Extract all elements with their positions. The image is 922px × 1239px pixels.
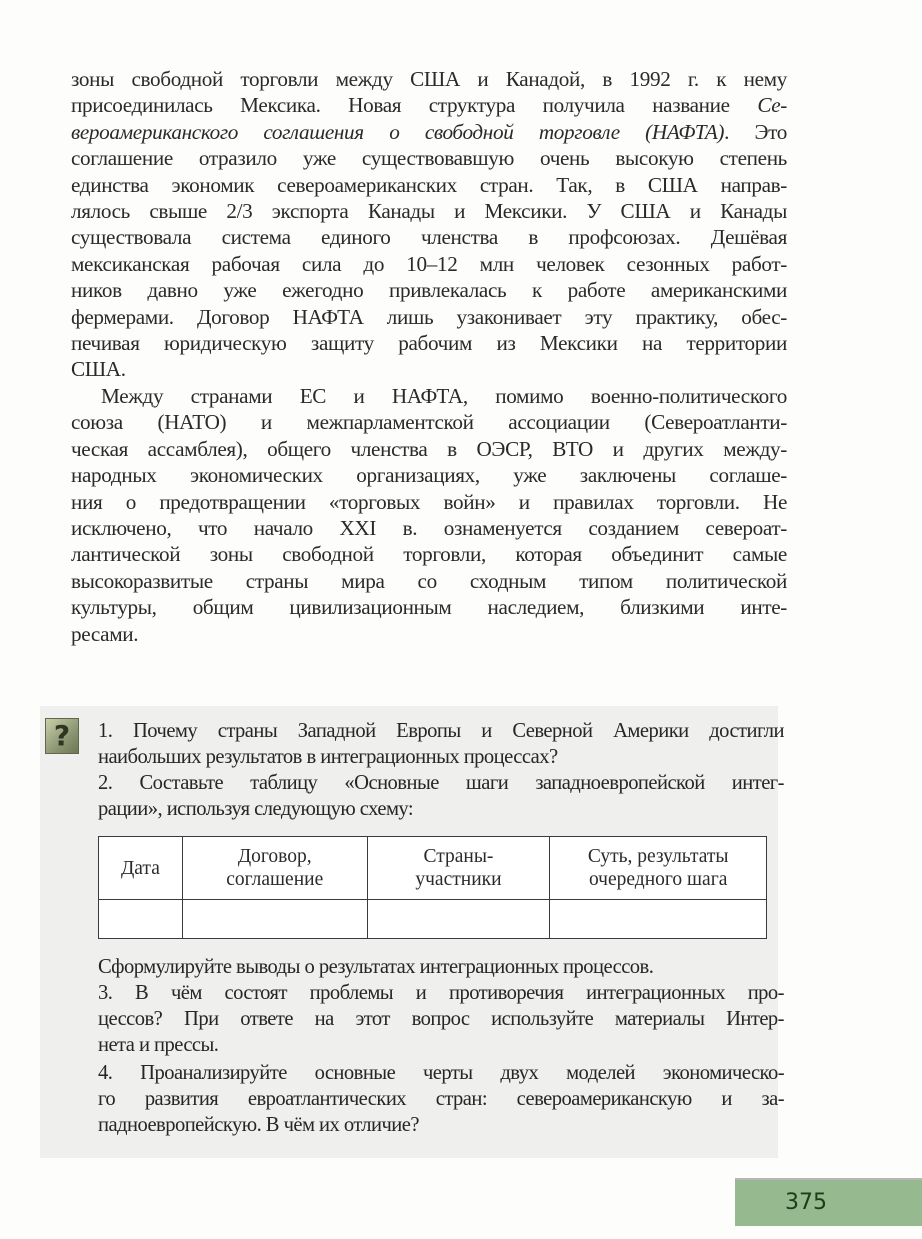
page-number-tab: [735, 1178, 922, 1226]
question-4: [98, 1060, 784, 1138]
text-line: единства экономик североамериканских стран. Так, в США направ-: [71, 172, 787, 197]
column-header-results: Суть, результаты очередного шага: [550, 837, 767, 900]
paragraph-nafta: [71, 66, 787, 383]
text-line: зоны свободной торговли между США и Канадой, в 1992 г. к нему: [71, 67, 787, 91]
text-line: ческая ассамблея), общего членства в ОЭСР, ВТО и других между-: [71, 436, 787, 461]
text-line: цессов? При ответе на этот вопрос используйте материалы Интер-: [98, 1008, 784, 1030]
main-text: [71, 66, 787, 647]
table-cell: [367, 900, 550, 939]
text-fragment: присоединилась Мексика. Новая структура получила название: [71, 93, 758, 118]
text-line: существовала система единого членства в профсоюзах. Дешёвая: [71, 225, 787, 250]
text-line: ников давно уже ежегодно привлекалась к работе американскими: [71, 278, 787, 303]
text-line: го развития евроатлантических стран: североамериканскую и за-: [98, 1088, 784, 1110]
question-1: [98, 718, 784, 770]
text-line: мексиканская рабочая сила до 10–12 млн человек сезонных работ-: [71, 251, 787, 276]
text-line: 1. Почему страны Западной Европы и Северной Америки достигли: [98, 720, 784, 742]
text-line: союза (НАТО) и межпарламентской ассоциации (Североатланти-: [71, 410, 787, 435]
term-italic: Се-: [757, 93, 787, 118]
table-cell: [182, 900, 367, 939]
text-line: печивая юридическую защиту рабочим из Мексики на территории: [71, 331, 787, 356]
text-line: [71, 119, 787, 145]
text-line: лялось свыше 2/3 экспорта Канады и Мексики. У США и Канады: [71, 199, 787, 224]
text-line: соглашение отразило уже существовавшую очень высокую степень: [71, 146, 787, 171]
text-line: падноевропейскую. В чём их отличие?: [98, 1114, 419, 1136]
text-line: ресами.: [71, 621, 139, 646]
text-line: высокоразвитые страны мира со сходным типом политической: [71, 568, 787, 593]
column-header-countries: Страны- участники: [367, 837, 550, 900]
text-line: наибольших результатов в интеграционных процессах?: [98, 746, 558, 768]
text-line: исключено, что начало XXI в. ознаменуется созданием североат-: [71, 515, 787, 540]
text-line: нета и прессы.: [98, 1034, 219, 1056]
column-header-date: Дата: [99, 837, 183, 900]
text-line: [71, 92, 787, 118]
table-cell: [99, 900, 183, 939]
text-line: культуры, общим цивилизационным наследием, близкими инте-: [71, 595, 787, 620]
text-line: Сформулируйте выводы о результатах интеграционных процессов.: [98, 956, 654, 978]
text-line: ния о предотвращении «торговых войн» и правилах торговли. Не: [71, 489, 787, 514]
table-cell: [550, 900, 767, 939]
text-line: 4. Проанализируйте основные черты двух моделей экономическо-: [98, 1062, 784, 1084]
text-fragment: . Это: [724, 119, 788, 144]
review-questions-block: [40, 706, 784, 1158]
text-line: 3. В чём состоят проблемы и противоречия интеграционных про-: [98, 982, 784, 1004]
page-number: 375: [785, 1190, 827, 1215]
table-header-row: [99, 837, 767, 900]
text-line: Между странами ЕС и НАФТА, помимо военно-политического: [101, 383, 787, 408]
text-line: лантической зоны свободной торговли, которая объединит самые: [71, 542, 787, 567]
term-italic: вероамериканского соглашения о свободной торговле (НАФТА): [71, 119, 725, 144]
question-3: [98, 980, 784, 1058]
text-line: рации», используя следующую схему:: [98, 798, 414, 820]
text-line: США.: [71, 357, 126, 382]
question-2: [98, 770, 784, 822]
paragraph-eu-nafta: [71, 383, 787, 647]
question-mark-icon: ?: [45, 718, 79, 754]
table-row: [99, 900, 767, 939]
integration-steps-table: [98, 836, 767, 939]
text-line: народных экономических организациях, уже заключены соглаше-: [71, 463, 787, 488]
text-line: 2. Составьте таблицу «Основные шаги западноевропейской интег-: [98, 772, 784, 794]
text-line: фермерами. Договор НАФТА лишь узаконивает эту практику, обес-: [71, 304, 787, 329]
column-header-treaty: Договор, соглашение: [182, 837, 367, 900]
question-2-conclusion: [98, 954, 784, 980]
